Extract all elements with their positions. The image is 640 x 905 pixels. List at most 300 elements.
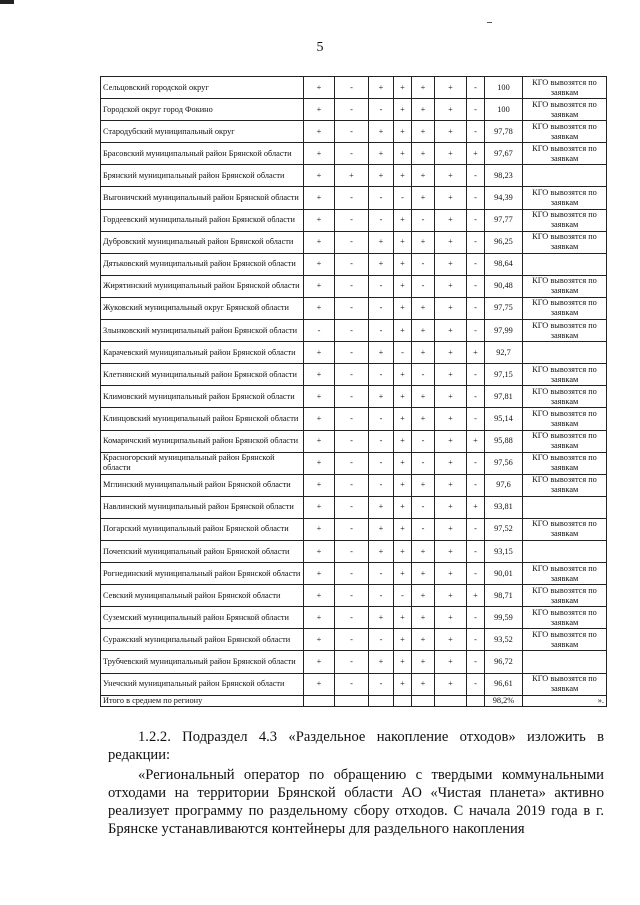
coverage-percent-cell: 93,15 <box>485 540 523 562</box>
mark-cell: + <box>394 651 412 673</box>
mark-cell: + <box>394 275 412 297</box>
mark-cell: + <box>412 408 435 430</box>
mark-cell: - <box>335 253 369 275</box>
coverage-percent-cell: 90,01 <box>485 563 523 585</box>
mark-cell: + <box>412 386 435 408</box>
mark-cell: + <box>435 474 467 496</box>
note-cell: КГО вывозятся по заявкам <box>523 673 607 695</box>
mark-cell: + <box>304 563 335 585</box>
note-cell: КГО вывозятся по заявкам <box>523 629 607 651</box>
mark-cell: - <box>467 452 485 474</box>
note-cell: КГО вывозятся по заявкам <box>523 563 607 585</box>
table-row <box>101 253 607 275</box>
mark-cell: - <box>467 474 485 496</box>
mark-cell: + <box>412 231 435 253</box>
mark-cell: + <box>435 275 467 297</box>
empty-mark-cell <box>369 695 394 706</box>
mark-cell: - <box>467 187 485 209</box>
table-row <box>101 540 607 562</box>
table-row <box>101 187 607 209</box>
mark-cell: + <box>412 320 435 342</box>
municipality-name-cell: Жуковский муниципальный округ Брянской области <box>101 297 304 319</box>
note-cell: КГО вывозятся по заявкам <box>523 585 607 607</box>
mark-cell: + <box>435 165 467 187</box>
coverage-percent-cell: 97,75 <box>485 297 523 319</box>
table-row <box>101 474 607 496</box>
mark-cell: + <box>369 231 394 253</box>
mark-cell: + <box>435 386 467 408</box>
coverage-percent-cell: 93,81 <box>485 496 523 518</box>
mark-cell: + <box>304 408 335 430</box>
mark-cell: + <box>394 297 412 319</box>
table-row <box>101 99 607 121</box>
mark-cell: - <box>467 209 485 231</box>
mark-cell: + <box>435 540 467 562</box>
mark-cell: + <box>394 540 412 562</box>
empty-mark-cell <box>412 695 435 706</box>
coverage-percent-cell: 97,56 <box>485 452 523 474</box>
mark-cell: + <box>394 518 412 540</box>
mark-cell: + <box>369 121 394 143</box>
mark-cell: - <box>394 342 412 364</box>
mark-cell: + <box>304 121 335 143</box>
mark-cell: - <box>335 77 369 99</box>
mark-cell: + <box>435 364 467 386</box>
mark-cell: - <box>369 99 394 121</box>
table-row <box>101 430 607 452</box>
mark-cell: - <box>412 364 435 386</box>
coverage-percent-cell: 97,67 <box>485 143 523 165</box>
mark-cell: + <box>435 430 467 452</box>
mark-cell: + <box>369 143 394 165</box>
mark-cell: + <box>435 518 467 540</box>
mark-cell: + <box>394 629 412 651</box>
mark-cell: + <box>412 342 435 364</box>
coverage-percent-cell: 97,78 <box>485 121 523 143</box>
mark-cell: - <box>335 452 369 474</box>
total-label-cell: Итого в среднем по региону <box>101 695 304 706</box>
mark-cell: + <box>435 408 467 430</box>
note-cell: КГО вывозятся по заявкам <box>523 386 607 408</box>
coverage-percent-cell: 96,72 <box>485 651 523 673</box>
mark-cell: + <box>394 364 412 386</box>
municipality-name-cell: Клинцовский муниципальный район Брянской области <box>101 408 304 430</box>
page-number: 5 <box>316 40 324 55</box>
coverage-percent-cell: 96,61 <box>485 673 523 695</box>
note-cell: КГО вывозятся по заявкам <box>523 607 607 629</box>
municipality-name-cell: Выгоничский муниципальный район Брянской области <box>101 187 304 209</box>
mark-cell: + <box>435 496 467 518</box>
mark-cell: - <box>335 496 369 518</box>
mark-cell: - <box>467 275 485 297</box>
mark-cell: - <box>467 518 485 540</box>
mark-cell: + <box>394 673 412 695</box>
table-row <box>101 364 607 386</box>
mark-cell: + <box>304 496 335 518</box>
municipality-name-cell: Клетнянский муниципальный район Брянской области <box>101 364 304 386</box>
table-row <box>101 275 607 297</box>
coverage-percent-cell: 97,52 <box>485 518 523 540</box>
coverage-percent-cell: 95,88 <box>485 430 523 452</box>
table-row <box>101 121 607 143</box>
total-percent-cell: 98,2% <box>485 695 523 706</box>
municipality-name-cell: Карачевский муниципальный район Брянской области <box>101 342 304 364</box>
table-row <box>101 651 607 673</box>
table-row <box>101 408 607 430</box>
municipality-name-cell: Злынковский муниципальный район Брянской области <box>101 320 304 342</box>
mark-cell: + <box>435 452 467 474</box>
empty-mark-cell <box>435 695 467 706</box>
table-row <box>101 143 607 165</box>
mark-cell: - <box>369 364 394 386</box>
coverage-percent-cell: 98,64 <box>485 253 523 275</box>
municipality-name-cell: Гордеевский муниципальный район Брянской области <box>101 209 304 231</box>
mark-cell: - <box>394 187 412 209</box>
mark-cell: - <box>467 386 485 408</box>
scan-tick-mark <box>487 22 492 23</box>
mark-cell: - <box>412 518 435 540</box>
municipality-name-cell: Севский муниципальный район Брянской области <box>101 585 304 607</box>
mark-cell: - <box>412 452 435 474</box>
mark-cell: - <box>335 275 369 297</box>
municipality-name-cell: Климовский муниципальный район Брянской области <box>101 386 304 408</box>
coverage-percent-cell: 99,59 <box>485 607 523 629</box>
coverage-percent-cell: 100 <box>485 77 523 99</box>
mark-cell: + <box>435 673 467 695</box>
mark-cell: + <box>435 585 467 607</box>
mark-cell: - <box>335 474 369 496</box>
mark-cell: - <box>335 651 369 673</box>
mark-cell: + <box>304 629 335 651</box>
coverage-percent-cell: 97,6 <box>485 474 523 496</box>
mark-cell: + <box>304 386 335 408</box>
mark-cell: - <box>335 386 369 408</box>
note-cell: КГО вывозятся по заявкам <box>523 187 607 209</box>
mark-cell: + <box>304 275 335 297</box>
mark-cell: - <box>412 253 435 275</box>
mark-cell: + <box>394 607 412 629</box>
mark-cell: + <box>304 607 335 629</box>
mark-cell: - <box>335 629 369 651</box>
mark-cell: - <box>335 585 369 607</box>
mark-cell: - <box>467 253 485 275</box>
empty-mark-cell <box>304 695 335 706</box>
municipality-table <box>100 76 607 707</box>
mark-cell: - <box>369 275 394 297</box>
mark-cell: + <box>412 99 435 121</box>
municipality-name-cell: Погарский муниципальный район Брянской области <box>101 518 304 540</box>
coverage-percent-cell: 92,7 <box>485 342 523 364</box>
mark-cell: - <box>335 518 369 540</box>
mark-cell: - <box>335 364 369 386</box>
table-row <box>101 297 607 319</box>
mark-cell: + <box>369 496 394 518</box>
corner-mark <box>0 0 14 4</box>
table-row <box>101 607 607 629</box>
mark-cell: - <box>412 209 435 231</box>
note-cell: КГО вывозятся по заявкам <box>523 143 607 165</box>
mark-cell: + <box>304 143 335 165</box>
mark-cell: + <box>394 496 412 518</box>
municipality-name-cell: Трубчевский муниципальный район Брянской области <box>101 651 304 673</box>
mark-cell: + <box>412 673 435 695</box>
coverage-percent-cell: 100 <box>485 99 523 121</box>
mark-cell: - <box>335 607 369 629</box>
note-cell: КГО вывозятся по заявкам <box>523 320 607 342</box>
mark-cell: + <box>369 342 394 364</box>
mark-cell: - <box>369 452 394 474</box>
mark-cell: - <box>335 187 369 209</box>
empty-mark-cell <box>394 695 412 706</box>
municipality-name-cell: Мглинский муниципальный район Брянской области <box>101 474 304 496</box>
mark-cell: + <box>435 629 467 651</box>
mark-cell: + <box>412 297 435 319</box>
coverage-percent-cell: 95,14 <box>485 408 523 430</box>
mark-cell: + <box>304 651 335 673</box>
note-cell: КГО вывозятся по заявкам <box>523 518 607 540</box>
table-row <box>101 629 607 651</box>
mark-cell: + <box>467 585 485 607</box>
mark-cell: + <box>435 99 467 121</box>
municipality-name-cell: Унечский муниципальный район Брянской области <box>101 673 304 695</box>
mark-cell: + <box>435 143 467 165</box>
mark-cell: + <box>467 342 485 364</box>
mark-cell: + <box>412 651 435 673</box>
mark-cell: + <box>435 231 467 253</box>
municipality-name-cell: Суражский муниципальный район Брянской области <box>101 629 304 651</box>
municipality-name-cell: Комаричский муниципальный район Брянской области <box>101 430 304 452</box>
mark-cell: - <box>369 629 394 651</box>
mark-cell: + <box>304 585 335 607</box>
note-cell: КГО вывозятся по заявкам <box>523 275 607 297</box>
mark-cell: + <box>304 231 335 253</box>
mark-cell: + <box>304 540 335 562</box>
mark-cell: + <box>435 342 467 364</box>
table-row <box>101 563 607 585</box>
mark-cell: + <box>369 165 394 187</box>
table-row <box>101 320 607 342</box>
mark-cell: - <box>467 231 485 253</box>
mark-cell: - <box>369 209 394 231</box>
note-cell: КГО вывозятся по заявкам <box>523 452 607 474</box>
empty-mark-cell <box>335 695 369 706</box>
note-cell: КГО вывозятся по заявкам <box>523 474 607 496</box>
mark-cell: + <box>394 165 412 187</box>
mark-cell: + <box>467 496 485 518</box>
municipality-name-cell: Дятьковский муниципальный район Брянской области <box>101 253 304 275</box>
mark-cell: - <box>335 209 369 231</box>
note-cell: КГО вывозятся по заявкам <box>523 231 607 253</box>
mark-cell: + <box>435 253 467 275</box>
coverage-percent-cell: 97,15 <box>485 364 523 386</box>
mark-cell: - <box>467 563 485 585</box>
table-row <box>101 585 607 607</box>
table-row <box>101 518 607 540</box>
mark-cell: - <box>369 474 394 496</box>
mark-cell: - <box>467 99 485 121</box>
mark-cell: + <box>394 320 412 342</box>
note-cell <box>523 496 607 518</box>
coverage-percent-cell: 97,81 <box>485 386 523 408</box>
mark-cell: + <box>412 187 435 209</box>
mark-cell: + <box>369 77 394 99</box>
mark-cell: + <box>435 563 467 585</box>
mark-cell: + <box>412 540 435 562</box>
mark-cell: - <box>335 408 369 430</box>
note-cell: КГО вывозятся по заявкам <box>523 209 607 231</box>
mark-cell: - <box>467 320 485 342</box>
mark-cell: + <box>435 209 467 231</box>
note-cell: КГО вывозятся по заявкам <box>523 408 607 430</box>
mark-cell: + <box>394 231 412 253</box>
mark-cell: - <box>467 651 485 673</box>
mark-cell: + <box>304 452 335 474</box>
mark-cell: + <box>394 386 412 408</box>
mark-cell: - <box>467 540 485 562</box>
municipality-name-cell: Сельцовский городской округ <box>101 77 304 99</box>
mark-cell: - <box>369 430 394 452</box>
mark-cell: + <box>435 607 467 629</box>
coverage-percent-cell: 93,52 <box>485 629 523 651</box>
mark-cell: - <box>335 297 369 319</box>
mark-cell: - <box>335 430 369 452</box>
mark-cell: + <box>394 99 412 121</box>
mark-cell: + <box>435 297 467 319</box>
mark-cell: + <box>304 673 335 695</box>
mark-cell: + <box>369 540 394 562</box>
table-row <box>101 673 607 695</box>
mark-cell: + <box>412 143 435 165</box>
mark-cell: - <box>335 540 369 562</box>
mark-cell: - <box>412 430 435 452</box>
coverage-percent-cell: 96,25 <box>485 231 523 253</box>
mark-cell: - <box>335 673 369 695</box>
municipality-name-cell: Почепский муниципальный район Брянской области <box>101 540 304 562</box>
mark-cell: + <box>304 297 335 319</box>
note-cell: КГО вывозятся по заявкам <box>523 364 607 386</box>
mark-cell: - <box>467 673 485 695</box>
mark-cell: - <box>412 275 435 297</box>
table-row <box>101 77 607 99</box>
municipality-name-cell: Стародубский муниципальный округ <box>101 121 304 143</box>
mark-cell: + <box>369 607 394 629</box>
mark-cell: - <box>467 629 485 651</box>
mark-cell: - <box>369 563 394 585</box>
mark-cell: + <box>412 607 435 629</box>
mark-cell: + <box>435 187 467 209</box>
mark-cell: + <box>412 563 435 585</box>
mark-cell: - <box>335 320 369 342</box>
mark-cell: - <box>369 320 394 342</box>
municipality-name-cell: Навлинский муниципальный район Брянской области <box>101 496 304 518</box>
mark-cell: + <box>467 143 485 165</box>
note-cell <box>523 253 607 275</box>
mark-cell: - <box>369 187 394 209</box>
mark-cell: + <box>304 518 335 540</box>
mark-cell: + <box>435 77 467 99</box>
note-cell: КГО вывозятся по заявкам <box>523 121 607 143</box>
mark-cell: + <box>304 77 335 99</box>
paragraph-body: «Региональный оператор по обращению с твердыми коммунальными отходами на территории Брянской области АО «Чистая планета» активно реализует программу по раздельному сбору отходов. С начала 2019 года в г. Брянске устанавливаются контейнеры для раздельного накопления <box>108 767 604 837</box>
mark-cell: - <box>369 297 394 319</box>
paragraph-section-heading: 1.2.2. Подраздел 4.3 «Раздельное накопление отходов» изложить в редакции: <box>108 729 604 763</box>
mark-cell: - <box>467 364 485 386</box>
mark-cell: + <box>435 651 467 673</box>
table-body <box>101 77 607 707</box>
mark-cell: + <box>394 474 412 496</box>
mark-cell: - <box>467 297 485 319</box>
mark-cell: + <box>369 518 394 540</box>
table-total-row <box>101 695 607 706</box>
table-row <box>101 209 607 231</box>
coverage-percent-cell: 97,99 <box>485 320 523 342</box>
note-cell: КГО вывозятся по заявкам <box>523 99 607 121</box>
mark-cell: + <box>412 585 435 607</box>
mark-cell: + <box>304 165 335 187</box>
municipality-name-cell: Красногорский муниципальный район Брянской области <box>101 452 304 474</box>
mark-cell: - <box>335 99 369 121</box>
mark-cell: + <box>394 253 412 275</box>
closing-quote-mark: ». <box>523 695 607 706</box>
mark-cell: - <box>467 408 485 430</box>
note-cell: КГО вывозятся по заявкам <box>523 77 607 99</box>
municipality-name-cell: Брасовский муниципальный район Брянской области <box>101 143 304 165</box>
mark-cell: + <box>394 430 412 452</box>
note-cell <box>523 165 607 187</box>
mark-cell: - <box>369 408 394 430</box>
table-row <box>101 496 607 518</box>
mark-cell: - <box>369 585 394 607</box>
mark-cell: - <box>335 231 369 253</box>
municipality-name-cell: Суземский муниципальный район Брянской области <box>101 607 304 629</box>
mark-cell: - <box>304 320 335 342</box>
mark-cell: - <box>412 496 435 518</box>
mark-cell: + <box>394 121 412 143</box>
coverage-percent-cell: 90,48 <box>485 275 523 297</box>
mark-cell: + <box>335 165 369 187</box>
mark-cell: + <box>369 253 394 275</box>
mark-cell: + <box>304 342 335 364</box>
mark-cell: - <box>335 143 369 165</box>
table-row <box>101 386 607 408</box>
mark-cell: - <box>369 673 394 695</box>
mark-cell: + <box>394 408 412 430</box>
mark-cell: + <box>304 187 335 209</box>
mark-cell: - <box>467 121 485 143</box>
table-row <box>101 231 607 253</box>
mark-cell: + <box>304 474 335 496</box>
mark-cell: + <box>412 165 435 187</box>
mark-cell: + <box>304 364 335 386</box>
mark-cell: + <box>394 563 412 585</box>
coverage-percent-cell: 98,23 <box>485 165 523 187</box>
municipality-name-cell: Городской округ город Фокино <box>101 99 304 121</box>
table-row <box>101 165 607 187</box>
note-cell <box>523 651 607 673</box>
mark-cell: + <box>467 430 485 452</box>
mark-cell: - <box>335 342 369 364</box>
coverage-percent-cell: 98,71 <box>485 585 523 607</box>
mark-cell: + <box>369 651 394 673</box>
municipality-name-cell: Дубровский муниципальный район Брянской области <box>101 231 304 253</box>
table-row <box>101 452 607 474</box>
table-row <box>101 342 607 364</box>
mark-cell: - <box>394 585 412 607</box>
coverage-percent-cell: 94,39 <box>485 187 523 209</box>
municipality-name-cell: Рогнединский муниципальный район Брянской области <box>101 563 304 585</box>
mark-cell: - <box>335 563 369 585</box>
mark-cell: + <box>394 77 412 99</box>
